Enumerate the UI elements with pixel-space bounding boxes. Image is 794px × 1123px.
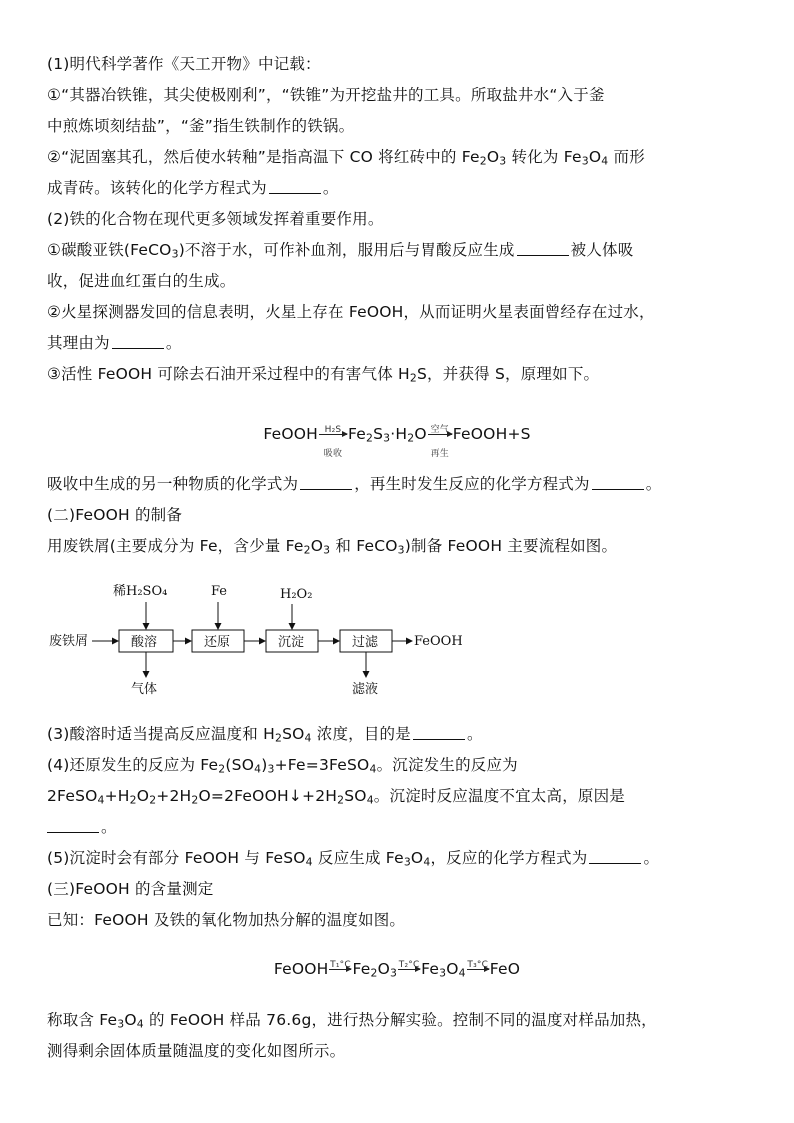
- arrow-absorb: H₂S 吸收: [319, 434, 347, 435]
- q1-item1-line1: ①“其器冶铁锥，其尖使极刚利”，“铁锥”为开挖盐井的工具。所取盐井水“入于釜: [47, 86, 605, 104]
- arrow-t2: T₂°C: [398, 960, 420, 970]
- gas-output-label: 气体: [131, 682, 158, 697]
- q3-question: (3)酸溶时适当提高反应温度和 $H_2SO_4$ 浓度，目的是 。: [47, 725, 483, 745]
- q1-heading: (1)明代科学著作《天工开物》中记载：: [47, 55, 321, 73]
- q1-item2-line1: ②“泥固塞其孔，然后使水转釉”是指高温下 CO 将红砖中的 $Fe_2O_3$ 转化为 $Fe_3O_4$ 而形: [47, 148, 645, 168]
- decomposition-equation: FeOOH T₁°C $Fe_2O_3$ T₂°C $Fe_3O_4$ T₃°C FeO: [273, 960, 521, 980]
- section3-sample-line1: 称取含 $Fe_3O_4$ 的 FeOOH 样品 76.6g，进行热分解实验。控制不同的温度对样品加热，: [47, 1011, 657, 1031]
- regeneration-equation: FeOOH H₂S 吸收 $Fe_2S_3\cdot H_2O$ 空气 再生 FeOOH+S: [263, 425, 531, 459]
- flow-output-label: FeOOH: [414, 634, 463, 649]
- q4-line2: $2FeSO_4+H_2O_2+2H_2O=2FeOOH↓+2H_2SO_4$。沉淀时反应温度不宜太高，原因是: [47, 787, 625, 807]
- answer-blank[interactable]: [589, 849, 641, 864]
- q1-item1-line2: 中煎炼顷刻结盐”，“釜”指生铁制作的铁锅。: [47, 117, 355, 135]
- step-label-precipitate: 沉淀: [278, 635, 305, 650]
- reagent-iron: Fe: [211, 584, 228, 599]
- arrow-t1: T₁°C: [330, 960, 351, 970]
- arrow-t3: T₃°C: [467, 960, 489, 970]
- answer-blank[interactable]: [413, 725, 465, 740]
- q2-item3-question: 吸收中生成的另一种物质的化学式为 ，再生时发生反应的化学方程式为 。: [47, 475, 662, 493]
- q2-item3-line1: ③活性 FeOOH 可除去石油开采过程中的有害气体 $H_2S$，并获得 S，原理如下。: [47, 365, 600, 385]
- filtrate-output-label: 滤液: [352, 682, 379, 697]
- reagent-acid: 稀H₂SO₄: [113, 584, 168, 599]
- step-label-filter: 过滤: [352, 635, 379, 650]
- arrow-regenerate: 空气 再生: [428, 434, 452, 435]
- step-label-reduce: 还原: [204, 635, 231, 650]
- section3-sample-line2: 测得剩余固体质量随温度的变化如图所示。: [47, 1042, 346, 1060]
- q1-item2-line2: 成青砖。该转化的化学方程式为 。: [47, 179, 339, 197]
- section3-known: 已知：FeOOH 及铁的氧化物加热分解的温度如图。: [47, 911, 406, 929]
- q5-question: (5)沉淀时会有部分 FeOOH 与 FeSO$_4$ 反应生成 $Fe_3O_4$，反应的化学方程式为 。: [47, 849, 660, 869]
- step-label-acid: 酸溶: [131, 635, 158, 650]
- q2-item1-line2: 收，促进血红蛋白的生成。: [47, 272, 236, 290]
- q2-heading: (2)铁的化合物在现代更多领域发挥着重要作用。: [47, 210, 384, 228]
- q2-item2-line1: ②火星探测器发回的信息表明，火星上存在 FeOOH，从而证明火星表面曾经存在过水，: [47, 303, 655, 321]
- answer-blank[interactable]: [47, 818, 99, 833]
- q2-item2-line2: 其理由为 。: [47, 334, 182, 352]
- q2-item1-line1: ①碳酸亚铁(FeCO$_3$)不溶于水，可作补血剂，服用后与胃酸反应生成 被人体吸: [47, 241, 634, 261]
- q4-line1: (4)还原发生的反应为 $Fe_2(SO_4)_3+Fe=3FeSO_4$。沉淀发生的反应为: [47, 756, 518, 776]
- section2-heading: (二)FeOOH 的制备: [47, 506, 183, 524]
- flow-input-label: 废铁屑: [49, 634, 89, 649]
- section2-intro: 用废铁屑(主要成分为 Fe，含少量 $Fe_2O_3$ 和 FeCO$_3$)制备 FeOOH 主要流程如图。: [47, 537, 618, 557]
- reagent-peroxide: H₂O₂: [280, 587, 313, 602]
- q4-line3: 。: [47, 816, 117, 838]
- section3-heading: (三)FeOOH 的含量测定: [47, 880, 214, 898]
